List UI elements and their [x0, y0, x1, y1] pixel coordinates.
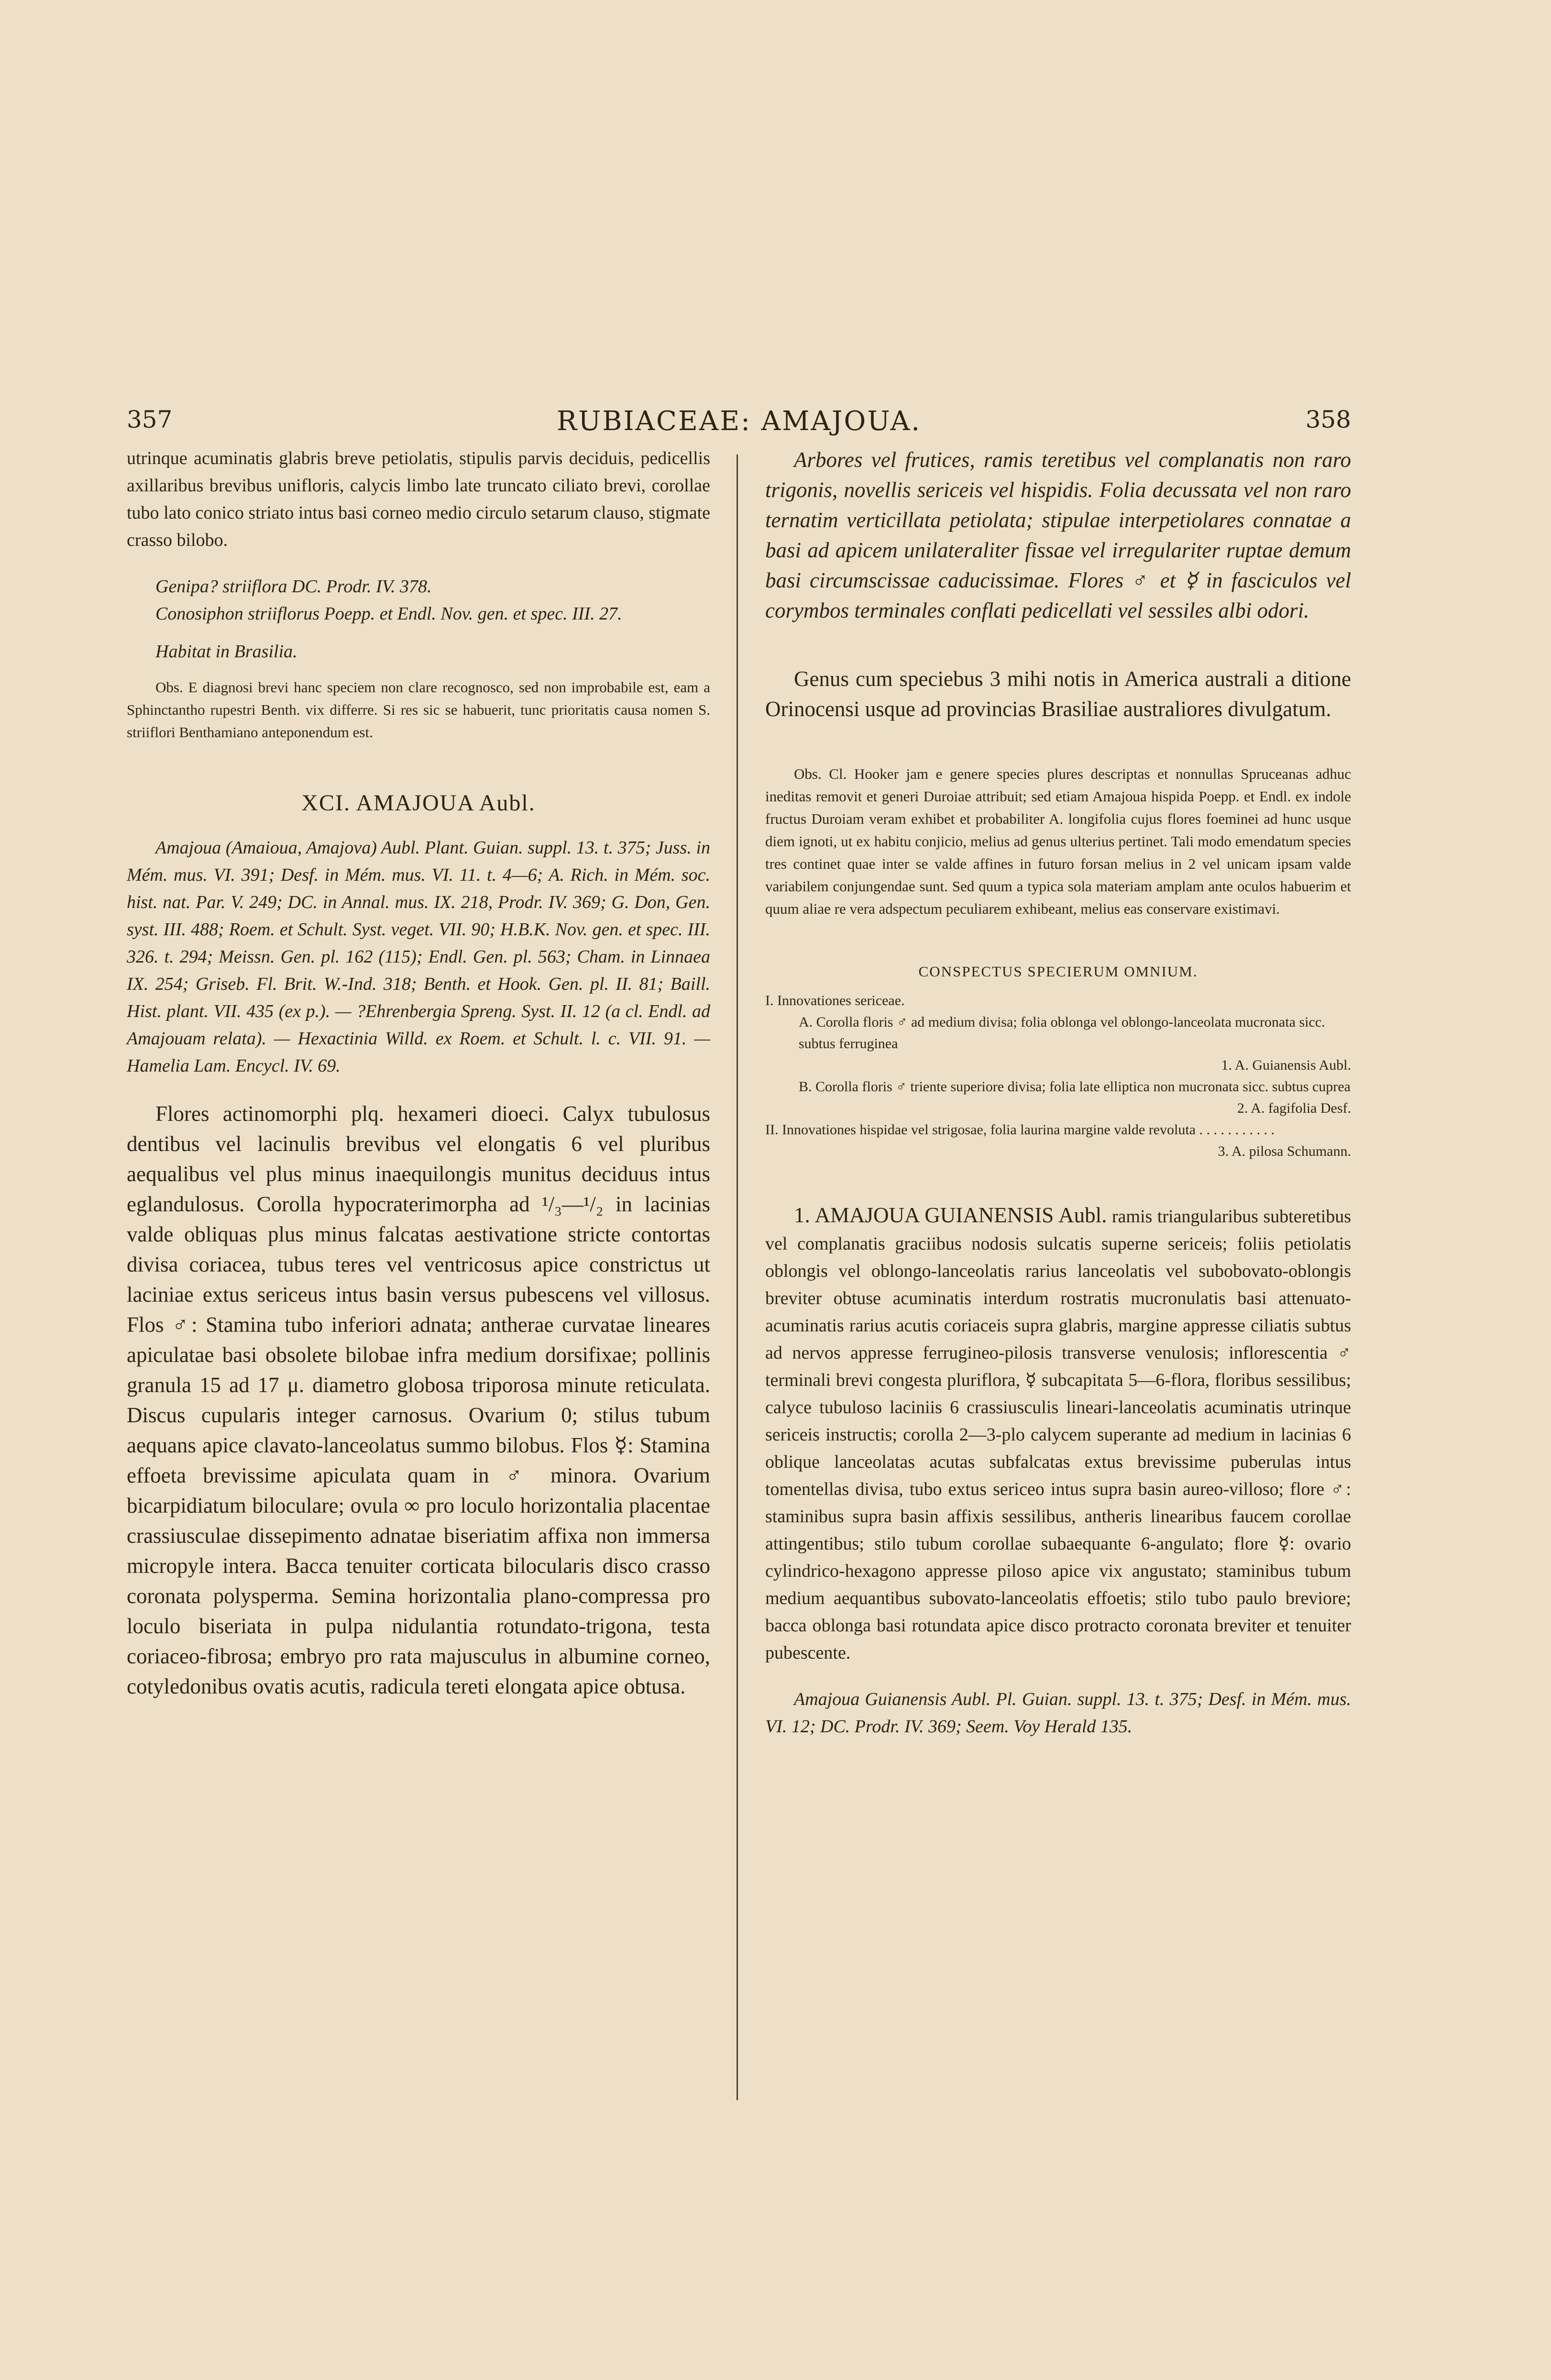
column-divider [737, 454, 738, 2100]
species-key [765, 990, 1351, 1162]
running-head [127, 406, 1351, 444]
running-title: RUBIACEAE: AMAJOUA. [556, 406, 922, 437]
left-column [127, 445, 710, 1702]
species-heading: 1. AMAJOUA GUIANENSIS Aubl. [794, 1203, 1107, 1227]
species-description [765, 1200, 1351, 1667]
key-lead-B: B. Corolla floris ♂ triente superiore divisa; folia late elliptica non mucronata sicc. subtus cuprea [799, 1079, 1351, 1095]
genus-habit: Arbores vel frutices, ramis teretibus vel complanatis non raro trigonis, novellis sericeis vel hispidis. Folia decussata vel non raro ternatim verticillata petiolata; stipulae interpetiolares connatae a basi ad apicem unilateraliter fissae vel irregulariter ruptae demum basi circumscissae caducissimae. Flores ♂ et ☿ in fasciculos vel corymbos terminales conflati pedicellati vel sessiles albi odori. [765, 448, 1351, 622]
species-diagnosis: ramis triangularibus subteretibus vel complanatis graciibus nodosis sulcatis superne sericeis; foliis petiolatis oblongis vel oblongo-lanceolatis rarius lanceolatis vel subobovato-oblongis breviter obtuse acuminatis interdum rostratis mucronulatis basi attenuato-acuminatis rarius acutis coriaceis supra glabris, margine appresse ciliatis subtus ad nervos appresse ferrugineo-pilosis transverse venulosis; inflorescentia ♂ terminali brevi congesta pluriflora, ☿ subcapitata 5—6-flora, floribus sessilibus; calyce tubuloso laciniis 6 crassiusculis lineari-lanceolatis acuminatis utrinque sericeis instructis; corolla 2—3-plo calycem superante ad medium in lacinias 6 oblique lanceolatas acutas subfalcatas extus brevissime puberulas intus tomentellas divisa, tubo extus sericeo intus supra basin aureo-villoso; flore ♂: staminibus supra basin affixis sessilibus, antheris linearibus faucem corollae attingentibus; stilo tubum corollae subaequante 6-angulato; flore ☿: ovario cylindrico-hexagono appresse piloso apice vix angustato; staminibus tubum medium aequantibus subovato-lanceolatis effoetis; stilo tubo paulo breviore; bacca oblonga basi rotundata apice disco protracto coronata breviter et tenuiter pubescente. [765, 1207, 1351, 1663]
page-number-right: 358 [1305, 406, 1351, 433]
genus-distribution: Genus cum speciebus 3 mihi notis in America australi a ditione Orinocensi usque ad provincias Brasiliae australiores divulgatum. [765, 667, 1351, 721]
key-lead-I: I. Innovationes sericeae. [765, 993, 905, 1008]
citation-genipa: Genipa? striiflora DC. Prodr. IV. 378. [155, 576, 432, 597]
observation-note: Obs. E diagnosi brevi hanc speciem non clare recognosco, sed non improbabile est, eam a Sphinctantho rupestri Benth. vix differre. Si res sic se habuerit, tunc prioritatis causa nomen S. striiflori Benthamiano anteponendum est. [127, 679, 710, 741]
species-citation: Amajoua Guianensis Aubl. Pl. Guian. suppl. 13. t. 375; Desf. in Mém. mus. VI. 12; DC. Prodr. IV. 369; Seem. Voy Herald 135. [765, 1689, 1351, 1737]
observation-note-right: Obs. Cl. Hooker jam e genere species plures descriptas et nonnullas Spruceanas adhuc ineditas removit et generi Duroiae attribuit; sed etiam Amajoua hispida Poepp. et Endl. ex indole fructus Duroiam veram exhibet et probabiliter A. longifolia cujus flores foeminei ad hunc usque diem ignoti, ut ex habitu conjicio, melius ad genus ulterius pertinet. Tali modo emendatum species tres continet quae inter se valde affines in futuro forsan melius in 2 vel unicam ipsam valde variabilem conjungendae sunt. Sed quum a typica sola materiam amplam ante oculos habuerim et quum aliae re vera adspectum peculiarem exhibeant, melius eas conservare existimavi. [765, 765, 1351, 917]
genus-heading: XCI. AMAJOUA Aubl. [301, 790, 536, 816]
key-lead-II: II. Innovationes hispidae vel strigosae, folia laurina margine valde revoluta . . . . . . . . . . . [765, 1122, 1275, 1138]
key-result-3: 3. A. pilosa Schumann. [1218, 1143, 1351, 1159]
genus-synonymy: Amajoua (Amaioua, Amajova) Aubl. Plant. Guian. suppl. 13. t. 375; Juss. in Mém. mus. VI. 391; Desf. in Mém. mus. VI. 11. t. 4—6; A. Rich. in Mém. soc. hist. nat. Par. V. 249; DC. in Annal. mus. IX. 218, Prodr. IV. 369; G. Don, Gen. syst. III. 488; Roem. et Schult. Syst. veget. VII. 90; H.B.K. Nov. gen. et spec. III. 326. t. 294; Meissn. Gen. pl. 162 (115); Endl. Gen. pl. 563; Cham. in Linnaea IX. 254; Griseb. Fl. Brit. W.-Ind. 318; Benth. et Hook. Gen. pl. II. 81; Baill. Hist. plant. VII. 435 (ex p.). — ?Ehrenbergia Spreng. Syst. II. 12 (a cl. Endl. ad Amajouam relata). — Hexactinia Willd. ex Roem. et Schult. l. c. VII. 91. — Hamelia Lam. Encycl. IV. 69. [127, 838, 710, 1076]
key-result-2: 2. A. fagifolia Desf. [1237, 1100, 1351, 1116]
habitat: Habitat in Brasilia. [155, 642, 297, 662]
page-number-left: 357 [127, 406, 173, 433]
genus-description: Flores actinomorphi plq. hexameri dioeci. Calyx tubulosus dentibus vel lacinulis brevibus vel elongatis 6 vel pluribus aequalibus vel plus minus inaequilongis munitus deciduus intus eglandulosus. Corolla hypocraterimorpha ad ¹/₃—¹/₂ in lacinias valde obliquas plus minus falcatas aestivatione stricte contortas divisa coriacea, tubus teres vel ventricosus apice constrictus ut laciniae extus sericeus intus basin versus pubescens vel villosus. Flos ♂: Stamina tubo inferiori adnata; antherae curvatae lineares apiculatae basi obsolete bilobae infra medium dorsifixae; pollinis granula 15 ad 17 μ. diametro globosa triporosa minute reticulata. Discus cupularis integer carnosus. Ovarium 0; stilus tubum aequans apice clavato-lanceolatus summo bilobus. Flos ☿: Stamina effoeta brevissime apiculata quam in ♂ minora. Ovarium bicarpidiatum biloculare; ovula ∞ pro loculo horizontalia placentae crassiusculae dissepimento adnatae biseriatim affixa non immersa micropyle intera. Bacca tenuiter corticata bilocularis disco crasso coronata polysperma. Semina horizontalia plano-compressa pro loculo biseriata in pulpa nidulantia rotundato-trigona, testa coriaceo-fibrosa; embryo pro rata majusculus in albumine corneo, cotyledonibus ovatis acutis, radicula tereti elongata apice obtusa. [127, 1102, 710, 1698]
conspectus-heading: CONSPECTUS SPECIERUM OMNIUM. [918, 963, 1198, 980]
intro-paragraph: utrinque acuminatis glabris breve petiolatis, stipulis parvis deciduis, pedicellis axillaribus brevibus unifloris, calycis limbo late truncato ciliato brevi, corollae tubo lato conico striato intus basi corneo medio circulo setarum clauso, stigmate crasso bilobo. [127, 448, 710, 550]
key-result-1: 1. A. Guianensis Aubl. [1221, 1057, 1351, 1073]
key-lead-A: A. Corolla floris ♂ ad medium divisa; folia oblonga vel oblongo-lanceolata mucronata sicc. subtus ferruginea [799, 1014, 1325, 1052]
citation-conosiphon: Conosiphon striiflorus Poepp. et Endl. Nov. gen. et spec. III. 27. [155, 604, 622, 624]
right-column [765, 445, 1351, 1740]
